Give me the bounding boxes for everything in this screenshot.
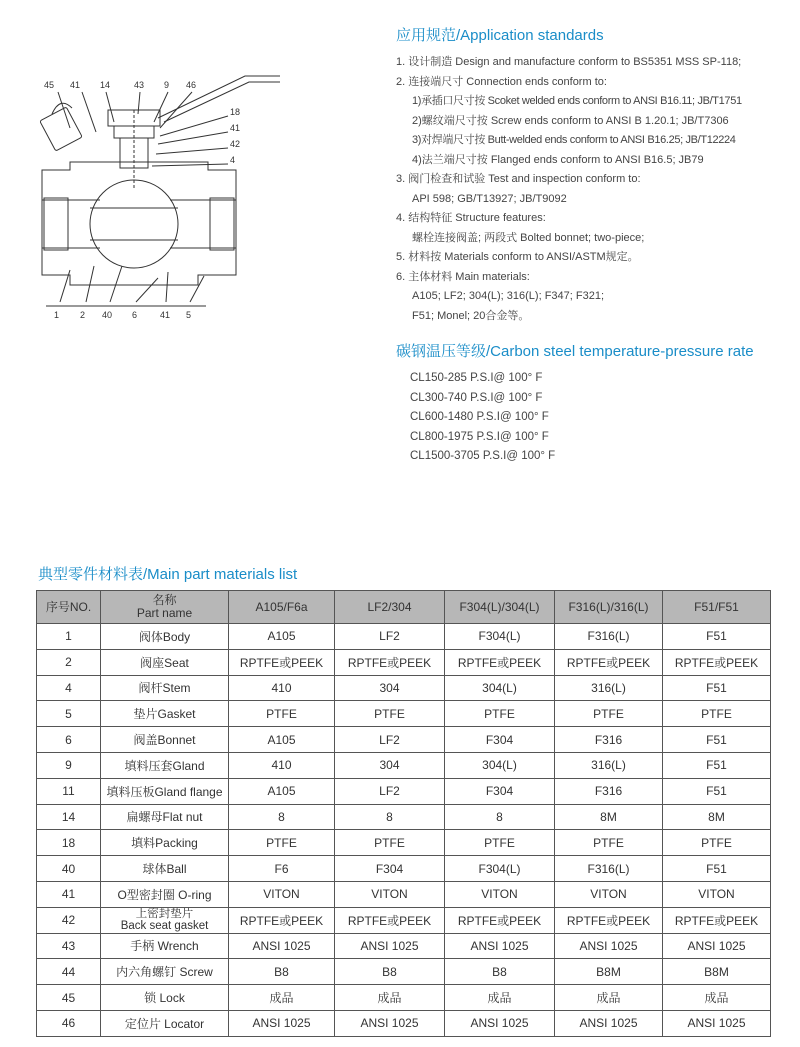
cell-part-name: 垫片Gasket [101,701,229,727]
cell-material: F51 [663,778,771,804]
cell-material: PTFE [663,830,771,856]
table-row [37,675,771,701]
table-row [37,881,771,907]
rating-line: CL800-1975 P.S.I@ 100° F [410,430,549,443]
cell-material: 8 [445,804,555,830]
table-row [37,985,771,1011]
label-46: 46 [186,80,197,90]
label-18: 18 [230,107,241,117]
cell-material: A105 [229,778,335,804]
cell-material: 304 [335,752,445,778]
header-name-en: Part name [136,606,193,620]
cell-material: LF2 [335,727,445,753]
header-col: F304(L)/304(L) [445,591,555,624]
cell-material: 成品 [555,985,663,1011]
cell-material: F51 [663,624,771,650]
cell-no: 5 [37,701,101,727]
rating-list [396,369,796,467]
cell-material: PTFE [445,830,555,856]
cell-material: PTFE [335,701,445,727]
materials-table [36,590,771,1037]
cell-material: ANSI 1025 [555,933,663,959]
standards-line: 1. 设计制造 Design and manufacture conform to BS5351 MSS SP-118; [396,56,742,68]
cell-material: ANSI 1025 [229,1010,335,1036]
header-col: LF2/304 [335,591,445,624]
cell-material: F316 [555,727,663,753]
cell-material: F51 [663,752,771,778]
table-row [37,856,771,882]
standards-line: 3. 阀门检查和试验 Test and inspection conform to: [396,173,641,185]
cell-part-name: 阀座Seat [101,649,229,675]
cell-material: ANSI 1025 [663,1010,771,1036]
cell-material: B8 [229,959,335,985]
table-row [37,649,771,675]
cell-no: 41 [37,881,101,907]
cell-material: VITON [335,881,445,907]
cell-part-name: 手柄 Wrench [101,933,229,959]
application-standards-section [396,24,796,467]
cell-material: B8M [555,959,663,985]
rating-line: CL300-740 P.S.I@ 100° F [410,391,543,404]
label-5: 5 [186,310,192,320]
table-header-row [37,591,771,624]
cell-part-name: 阀杆Stem [101,675,229,701]
cell-material: RPTFE或PEEK [229,907,335,933]
cell-no: 42 [37,907,101,933]
header-part-name [101,591,229,624]
cell-material: F51 [663,856,771,882]
cell-material: RPTFE或PEEK [663,649,771,675]
cell-material: F51 [663,675,771,701]
header-name-cn: 名称 [152,593,177,607]
cell-material: PTFE [229,830,335,856]
cell-part-name: 扁螺母Flat nut [101,804,229,830]
cell-material: F316(L) [555,856,663,882]
cell-material: 8M [663,804,771,830]
cell-material: PTFE [555,830,663,856]
cell-material: F304 [335,856,445,882]
cell-no: 2 [37,649,101,675]
cell-material: 8 [335,804,445,830]
cell-material: PTFE [335,830,445,856]
label-2: 2 [80,310,86,320]
cell-material: B8M [663,959,771,985]
cell-part-name [101,907,229,933]
cell-no: 1 [37,624,101,650]
cell-material: 410 [229,752,335,778]
cell-material: 8 [229,804,335,830]
cell-material: F304(L) [445,856,555,882]
cell-material: B8 [445,959,555,985]
cell-material: F304 [445,727,555,753]
standards-line: 3)对焊端尺寸按 Butt-welded ends conform to ANSI B16.25; JB/T12224 [412,134,736,146]
rating-title: 碳钢温压等级/Carbon steel temperature-pressure rate [396,343,754,360]
header-col: F316(L)/316(L) [555,591,663,624]
cell-part-name: 定位片 Locator [101,1010,229,1036]
table-row [37,624,771,650]
cell-material: PTFE [663,701,771,727]
cell-material: 304(L) [445,752,555,778]
standards-line: 4. 结构特征 Structure features: [396,212,546,224]
table-row [37,907,771,933]
cell-material: ANSI 1025 [445,933,555,959]
cell-material: 成品 [229,985,335,1011]
header-col: F51/F51 [663,591,771,624]
standards-line: 4)法兰端尺寸按 Flanged ends conform to ANSI B16.5; JB79 [412,153,704,166]
table-row [37,778,771,804]
part-name-en: Back seat gasket [120,920,209,933]
standards-line: API 598; GB/T13927; JB/T9092 [412,192,567,205]
table-row [37,727,771,753]
cell-material: 成品 [663,985,771,1011]
cell-material: ANSI 1025 [335,933,445,959]
table-row [37,752,771,778]
standards-line: 2. 连接端尺寸 Connection ends conform to: [396,75,607,88]
cell-material: ANSI 1025 [229,933,335,959]
header-no: 序号NO. [37,591,101,624]
cell-part-name: 阀盖Bonnet [101,727,229,753]
label-42: 42 [230,139,241,149]
cell-material: F304 [445,778,555,804]
cell-no: 14 [37,804,101,830]
cell-part-name: 球体Ball [101,856,229,882]
cell-no: 44 [37,959,101,985]
cell-part-name: 锁 Lock [101,985,229,1011]
cell-material: RPTFE或PEEK [555,649,663,675]
cell-material: RPTFE或PEEK [555,907,663,933]
cell-part-name: 填料压套Gland [101,752,229,778]
cell-material: ANSI 1025 [663,933,771,959]
cell-material: VITON [663,881,771,907]
label-4: 4 [230,155,236,165]
label-45: 45 [44,80,55,90]
cell-material: ANSI 1025 [555,1010,663,1036]
cell-material: VITON [555,881,663,907]
cell-material: VITON [229,881,335,907]
standards-line: 2)螺纹端尺寸按 Screw ends conform to ANSI B 1.20.1; JB/T7306 [412,114,729,127]
rating-line: CL150-285 P.S.I@ 100° F [410,372,543,384]
cell-part-name: O型密封圈 O-ring [101,881,229,907]
label-1: 1 [54,310,60,320]
table-row [37,804,771,830]
cell-no: 43 [37,933,101,959]
cell-material: F51 [663,727,771,753]
table-row [37,959,771,985]
cell-material: 316(L) [555,752,663,778]
cell-material: F304(L) [445,624,555,650]
cell-no: 4 [37,675,101,701]
cell-material: PTFE [555,701,663,727]
cell-no: 9 [37,752,101,778]
cell-part-name: 内六角螺钉 Screw [101,959,229,985]
label-14: 14 [100,80,111,90]
cell-material: LF2 [335,624,445,650]
label-43: 43 [134,80,145,90]
label-41-right: 41 [230,123,241,133]
cell-no: 18 [37,830,101,856]
cell-material: RPTFE或PEEK [229,649,335,675]
label-9: 9 [164,80,170,90]
cell-material: RPTFE或PEEK [335,649,445,675]
cell-material: 304(L) [445,675,555,701]
part-name-cn: 上密封垫片 [135,908,194,921]
standards-list [396,53,796,326]
cell-material: B8 [335,959,445,985]
materials-title: 典型零件材料表/Main part materials list [38,566,298,583]
cell-material: 8M [555,804,663,830]
label-41-top: 41 [70,80,81,90]
cell-material: A105 [229,727,335,753]
label-41-bottom: 41 [160,310,171,320]
table-row [37,933,771,959]
table-row [37,1010,771,1036]
materials-table-body [37,624,771,1037]
cell-material: PTFE [445,701,555,727]
standards-line: 1)承插口尺寸按 Scoket welded ends conform to ANSI B16.11; JB/T1751 [412,95,742,107]
cell-material: ANSI 1025 [445,1010,555,1036]
cell-material: PTFE [229,701,335,727]
standards-line: 螺栓连接阀盖; 两段式 Bolted bonnet; two-piece; [412,231,645,244]
cell-material: RPTFE或PEEK [445,907,555,933]
cell-material: RPTFE或PEEK [335,907,445,933]
rating-line: CL1500-3705 P.S.I@ 100° F [410,450,556,462]
valve-cross-section-diagram [30,70,280,330]
cell-material: 成品 [335,985,445,1011]
label-40: 40 [102,310,113,320]
cell-part-name: 填料Packing [101,830,229,856]
cell-material: 304 [335,675,445,701]
cell-material: 316(L) [555,675,663,701]
cell-no: 45 [37,985,101,1011]
cell-no: 40 [37,856,101,882]
cell-material: F6 [229,856,335,882]
standards-line: F51; Monel; 20合金等。 [412,309,530,322]
cell-material: LF2 [335,778,445,804]
cell-no: 11 [37,778,101,804]
cell-part-name: 阀体Body [101,624,229,650]
cell-material: 成品 [445,985,555,1011]
standards-line: A105; LF2; 304(L); 316(L); F347; F321; [412,290,605,302]
cell-material: RPTFE或PEEK [445,649,555,675]
label-6: 6 [132,310,138,320]
table-row [37,830,771,856]
standards-line: 6. 主体材料 Main materials: [396,270,530,283]
standards-line: 5. 材料按 Materials conform to ANSI/ASTM规定。 [396,251,639,263]
cell-material: ANSI 1025 [335,1010,445,1036]
cell-material: F316 [555,778,663,804]
cell-material: A105 [229,624,335,650]
cell-material: VITON [445,881,555,907]
cell-material: F316(L) [555,624,663,650]
standards-title: 应用规范/Application standards [396,27,604,44]
rating-line: CL600-1480 P.S.I@ 100° F [410,411,549,423]
cell-no: 6 [37,727,101,753]
cell-material: RPTFE或PEEK [663,907,771,933]
header-col: A105/F6a [229,591,335,624]
cell-part-name: 填料压板Gland flange [101,778,229,804]
cell-material: 410 [229,675,335,701]
table-row [37,701,771,727]
cell-no: 46 [37,1010,101,1036]
